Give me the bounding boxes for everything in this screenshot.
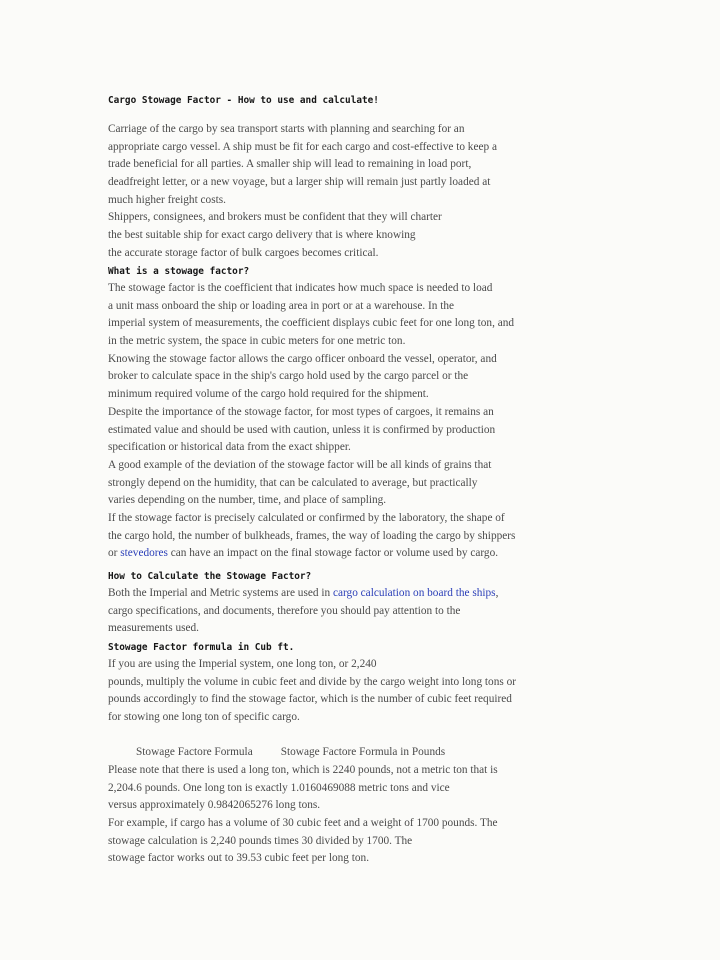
cargo-calculation-link[interactable]: cargo calculation on board the ships — [332, 587, 496, 599]
text-line: strongly depend on the humidity, that can be calculated to average, but practically — [108, 476, 478, 489]
text-line: appropriate cargo vessel. A ship must be fit for each cargo and cost-effective to keep a — [108, 140, 497, 153]
text-line: imperial system of measurements, the coefficient displays cubic feet for one long ton, and — [108, 317, 515, 330]
text-line: minimum required volume of the cargo hold required for the shipment. — [108, 388, 429, 401]
text-line: For example, if cargo has a volume of 30 cubic feet and a weight of 1700 pounds. The — [108, 817, 498, 830]
text-line: cargo specifications, and documents, therefore you should pay attention to the — [108, 604, 461, 617]
text-line: pounds, multiply the volume in cubic feet and divide by the cargo weight into long tons or — [108, 675, 516, 688]
text-line: broker to calculate space in the ship's cargo hold used by the cargo parcel or the — [108, 370, 469, 383]
text-line: Knowing the stowage factor allows the cargo officer onboard the vessel, operator, and — [108, 352, 497, 365]
heading-how-to-calculate: How to Calculate the Stowage Factor? — [108, 571, 312, 582]
text-line: a unit mass onboard the ship or loading area in port or at a warehouse. In the — [108, 299, 455, 312]
formula-paragraph — [108, 656, 516, 727]
text-line: deadfreight letter, or a new voyage, but a larger ship will remain just partly loaded at — [108, 176, 491, 189]
heading-formula-cub-ft: Stowage Factor formula in Cub ft. — [108, 642, 295, 653]
text-line: stowage calculation is 2,240 pounds times 30 divided by 1700. The — [108, 834, 413, 847]
text-line: trade beneficial for all parties. A smaller ship will lead to remaining in load port, — [108, 158, 472, 171]
text-line: Both the Imperial and Metric systems are used in cargo calculation on board the ships, — [108, 587, 499, 599]
text-line: The stowage factor is the coefficient that indicates how much space is needed to load — [108, 282, 493, 294]
text-line: the cargo hold, the number of bulkheads, frames, the way of loading the cargo by shippers — [108, 529, 516, 542]
formula-caption-left: Stowage Factore Formula — [136, 746, 253, 758]
formula-captions — [136, 744, 445, 762]
text-line: Shippers, consignees, and brokers must be confident that they will charter — [108, 211, 442, 224]
text-line: estimated value and should be used with caution, unless it is confirmed by production — [108, 423, 496, 436]
text-line: 2,204.6 pounds. One long ton is exactly 1.0160469088 metric tons and vice — [108, 781, 450, 794]
stevedores-link[interactable]: stevedores — [120, 547, 168, 560]
text-line: much higher freight costs. — [108, 193, 226, 206]
text-line: If the stowage factor is precisely calculated or confirmed by the laboratory, the shape of — [108, 511, 505, 524]
text-line: Despite the importance of the stowage factor, for most types of cargoes, it remains an — [108, 405, 494, 418]
formula-caption-right: Stowage Factore Formula in Pounds — [280, 746, 446, 758]
text-line: specification or historical data from the exact shipper. — [108, 441, 351, 454]
text-line: If you are using the Imperial system, one long ton, or 2,240 — [108, 658, 377, 670]
document-title: Cargo Stowage Factor - How to use and calculate! — [108, 95, 379, 106]
text-line: stowage factor works out to 39.53 cubic feet per long ton. — [108, 852, 370, 865]
text-line: the best suitable ship for exact cargo delivery that is where knowing — [108, 229, 416, 242]
text-line: measurements used. — [108, 622, 199, 635]
text-line: Please note that there is used a long ton, which is 2240 pounds, not a metric ton that is — [108, 764, 498, 776]
text-line: A good example of the deviation of the stowage factor will be all kinds of grains that — [108, 458, 492, 471]
text-line: in the metric system, the space in cubic meters for one metric ton. — [108, 335, 406, 348]
text-line: the accurate storage factor of bulk cargoes becomes critical. — [108, 246, 379, 259]
heading-what-is-stowage-factor: What is a stowage factor? — [108, 266, 250, 277]
definition-paragraph — [108, 280, 515, 563]
text-line: Carriage of the cargo by sea transport starts with planning and searching for an — [108, 123, 465, 135]
text-line: or stevedores can have an impact on the final stowage factor or volume used by cargo. — [108, 547, 499, 560]
intro-paragraph — [108, 121, 497, 263]
text-line: pounds accordingly to find the stowage factor, which is the number of cubic feet required — [108, 693, 512, 706]
text-line: versus approximately 0.9842065276 long tons. — [108, 799, 321, 812]
text-line: for stowing one long ton of specific cargo. — [108, 711, 300, 724]
closing-paragraph — [108, 762, 498, 868]
text-line: varies depending on the number, time, and place of sampling. — [108, 494, 387, 507]
how-paragraph — [108, 585, 498, 638]
